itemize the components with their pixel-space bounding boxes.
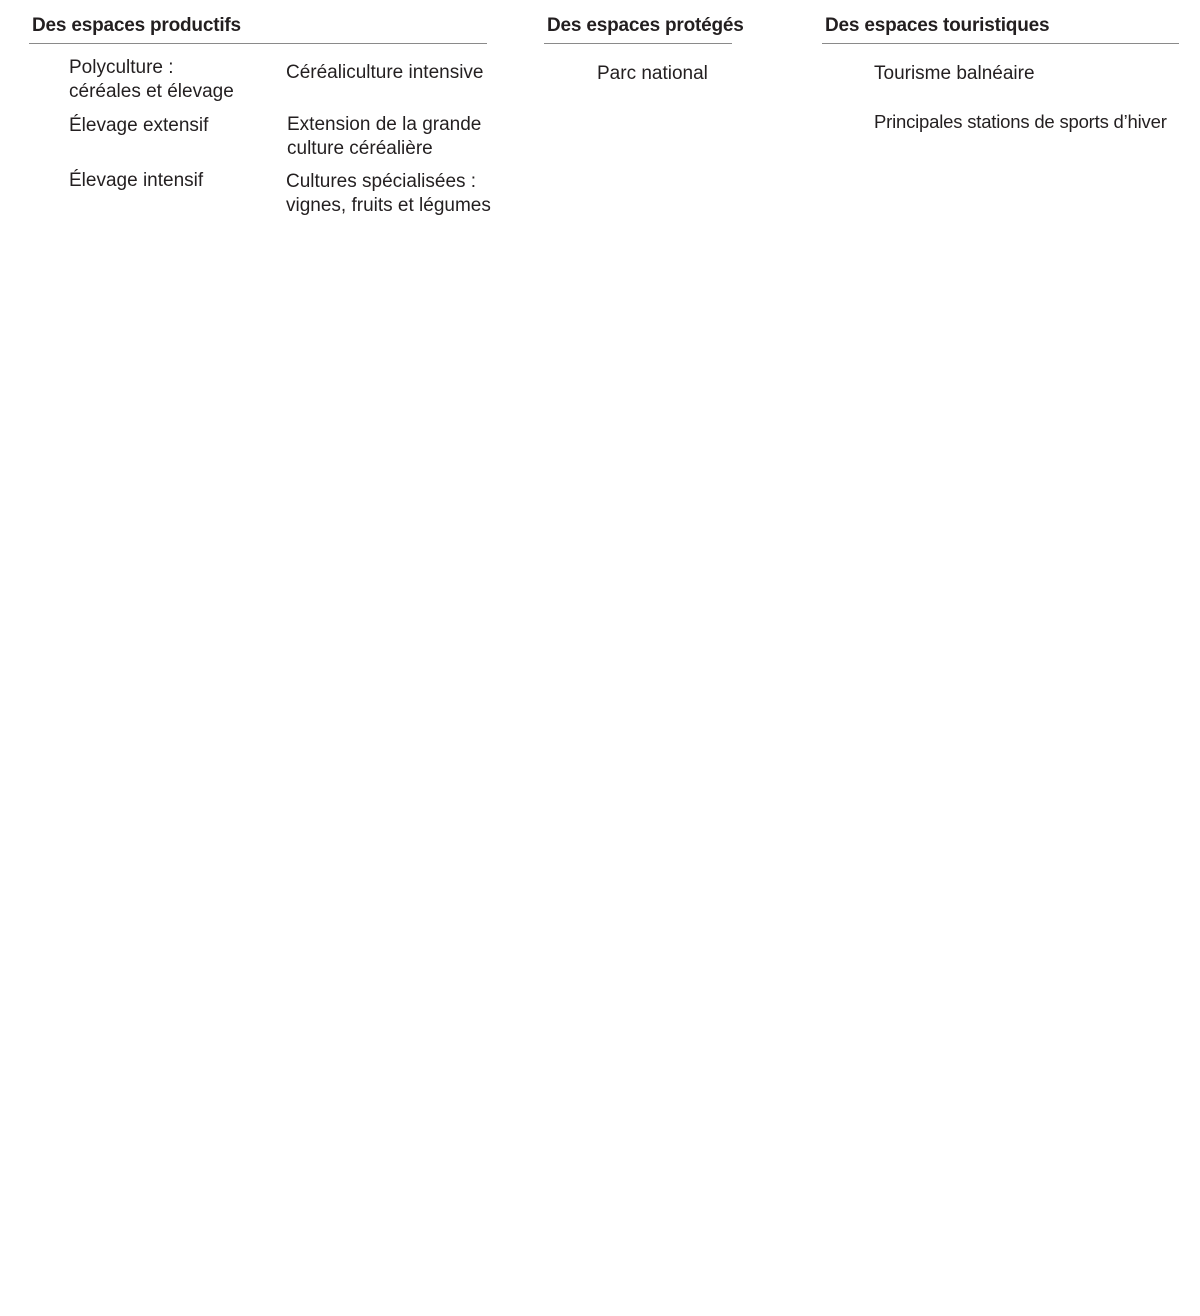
- section-divider: [822, 43, 1179, 44]
- legend-item-parc-national: [597, 62, 708, 86]
- section-divider: [544, 43, 732, 44]
- legend-item-cerealiculture: [286, 61, 484, 85]
- legend-item-label: Élevage extensif: [69, 115, 209, 136]
- legend-item-label: Polyculture :: [69, 57, 174, 78]
- section-title-proteges: Des espaces protégés: [547, 15, 744, 36]
- legend-item-sports-hiver: [874, 110, 1167, 134]
- legend-item-elevage-intensif: [69, 169, 203, 193]
- section-title-touristiques: Des espaces touristiques: [825, 15, 1050, 36]
- legend-item-cultures-specialisees: [286, 170, 491, 218]
- legend-item-label: culture céréalière: [287, 138, 433, 159]
- legend-item-extension-cereales: [287, 113, 481, 161]
- legend-item-label: Extension de la grande: [287, 114, 482, 135]
- legend-item-tourisme-balneaire: [874, 62, 1035, 86]
- legend-item-label: Céréaliculture intensive: [286, 62, 484, 83]
- legend-item-label: Élevage intensif: [69, 170, 204, 191]
- legend-item-label: Cultures spécialisées :: [286, 171, 477, 192]
- legend-item-elevage-extensif: [69, 114, 208, 138]
- legend-item-polyculture: [69, 56, 234, 104]
- legend-item-label: Tourisme balnéaire: [874, 63, 1035, 84]
- legend-item-label: Principales stations de sports d’hiver: [874, 111, 1167, 132]
- section-title-productifs: Des espaces productifs: [32, 15, 241, 36]
- legend-item-label: Parc national: [597, 63, 708, 84]
- legend-item-label: céréales et élevage: [69, 81, 234, 102]
- section-divider: [29, 43, 487, 44]
- legend-item-label: vignes, fruits et légumes: [286, 195, 491, 216]
